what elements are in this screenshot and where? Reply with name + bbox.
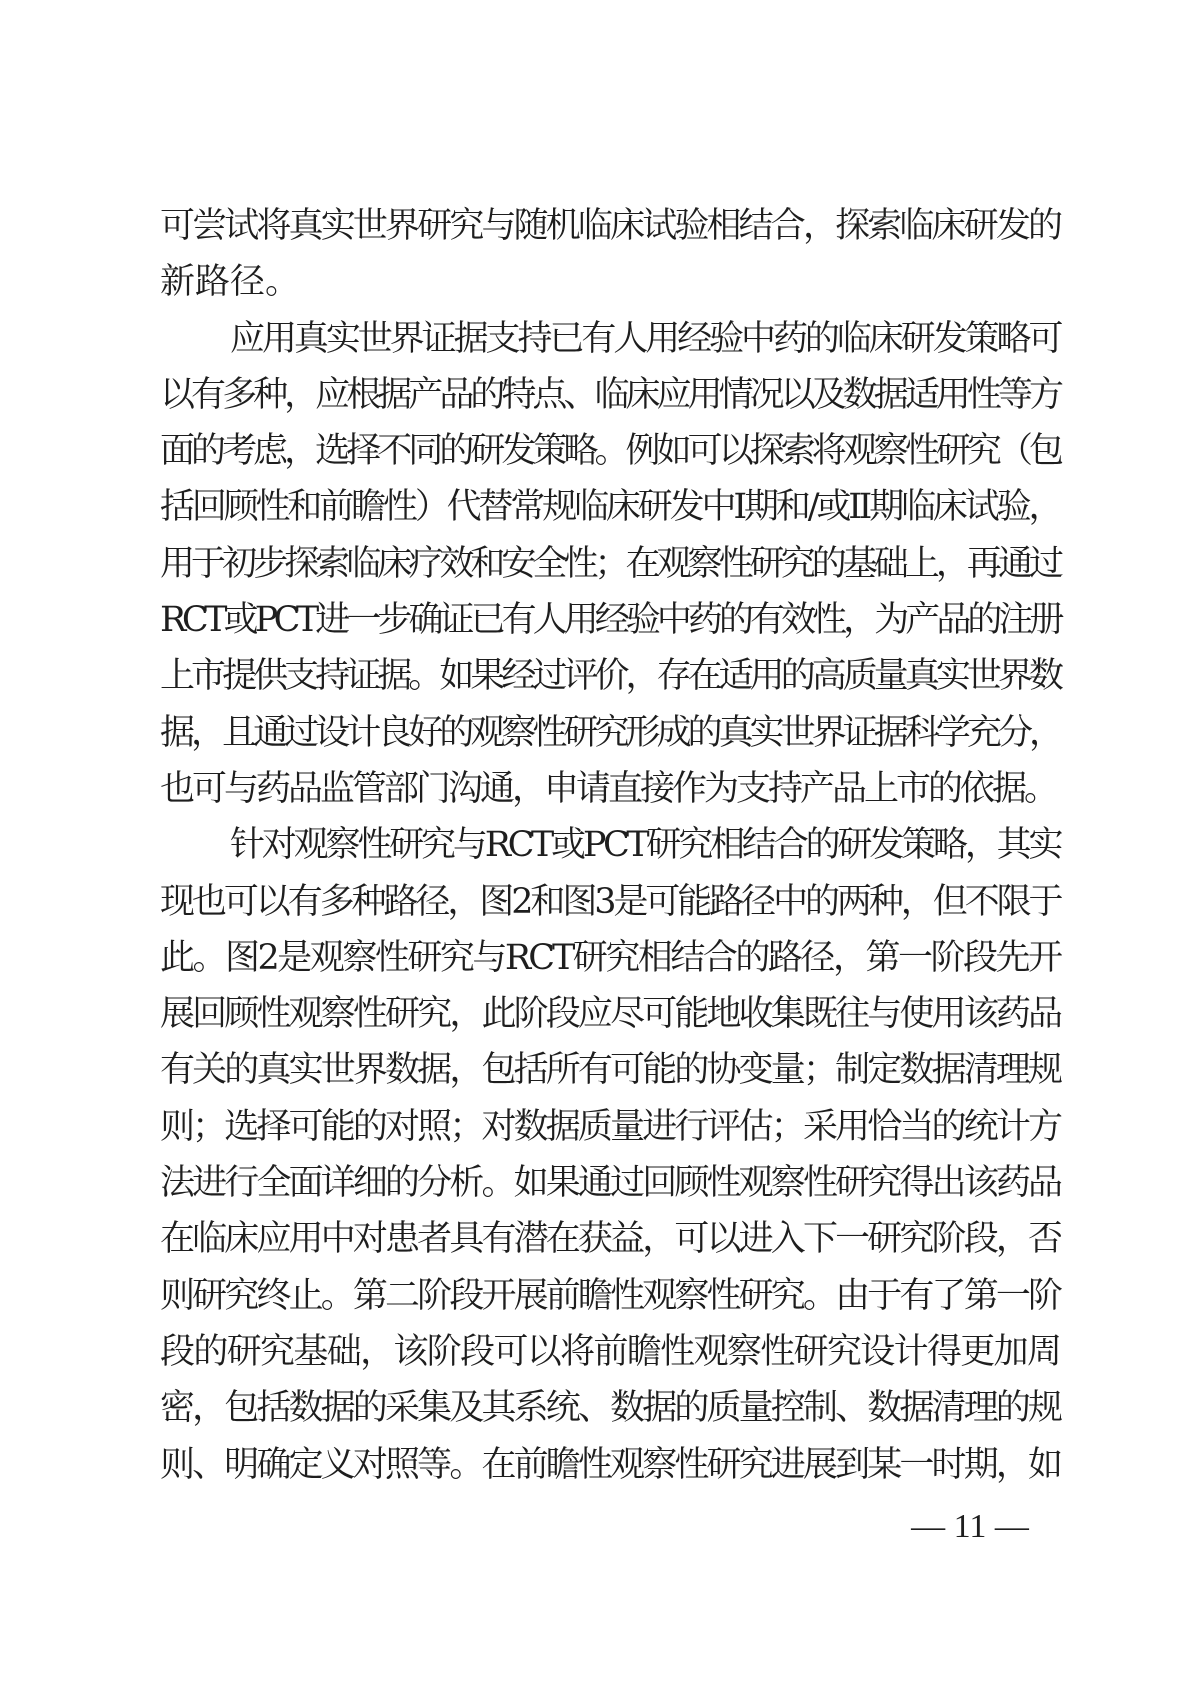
text-line: 在临床应用中对患者具有潜在获益，可以进入下一研究阶段，否 [160,1219,1060,1260]
text-line: 现也可以有多种路径，图2和图3是可能路径中的两种，但不限于 [160,881,1060,922]
text-line: 括回顾性和前瞻性）代替常规临床研发中I期和/或II期临床试验， [160,487,1060,528]
text-line: RCT或PCT进一步确证已有人用经验中药的有效性，为产品的注册 [160,600,1060,641]
page-number: — 11 — [911,1508,1029,1545]
body-text [160,198,1060,1493]
text-line: 法进行全面详细的分析。如果通过回顾性观察性研究得出该药品 [160,1163,1060,1204]
text-line: 则、明确定义对照等。在前瞻性观察性研究进展到某一时期，如 [160,1444,1060,1485]
text-line: 上市提供支持证据。如果经过评价，存在适用的高质量真实世界数 [160,656,1060,697]
text-line: 以有多种，应根据产品的特点、临床应用情况以及数据适用性等方 [160,374,1060,415]
text-line: 据，且通过设计良好的观察性研究形成的真实世界证据科学充分， [160,712,1060,753]
text-line: 则研究终止。第二阶段开展前瞻性观察性研究。由于有了第一阶 [160,1275,1060,1316]
text-line: 可尝试将真实世界研究与随机临床试验相结合，探索临床研发的 [160,206,1060,246]
text-line: 段的研究基础，该阶段可以将前瞻性观察性研究设计得更加周 [160,1331,1060,1372]
text-line: 此。图2是观察性研究与RCT研究相结合的路径，第一阶段先开 [160,937,1060,978]
text-line: 展回顾性观察性研究，此阶段应尽可能地收集既往与使用该药品 [160,994,1060,1035]
text-line: 也可与药品监管部门沟通，申请直接作为支持产品上市的依据。 [160,768,1057,809]
text-line: 应用真实世界证据支持已有人用经验中药的临床研发策略可 [230,318,1060,359]
text-line: 新路径。 [160,262,301,303]
text-line: 用于初步探索临床疗效和安全性；在观察性研究的基础上，再通过 [160,543,1060,584]
text-line: 面的考虑，选择不同的研发策略。例如可以探索将观察性研究（包 [160,431,1060,472]
text-line: 密，包括数据的采集及其系统、数据的质量控制、数据清理的规 [160,1388,1060,1429]
text-line: 针对观察性研究与RCT或PCT研究相结合的研发策略，其实 [230,825,1060,866]
text-line: 则；选择可能的对照；对数据质量进行评估；采用恰当的统计方 [160,1106,1060,1147]
text-line: 有关的真实世界数据，包括所有可能的协变量；制定数据清理规 [160,1050,1060,1091]
